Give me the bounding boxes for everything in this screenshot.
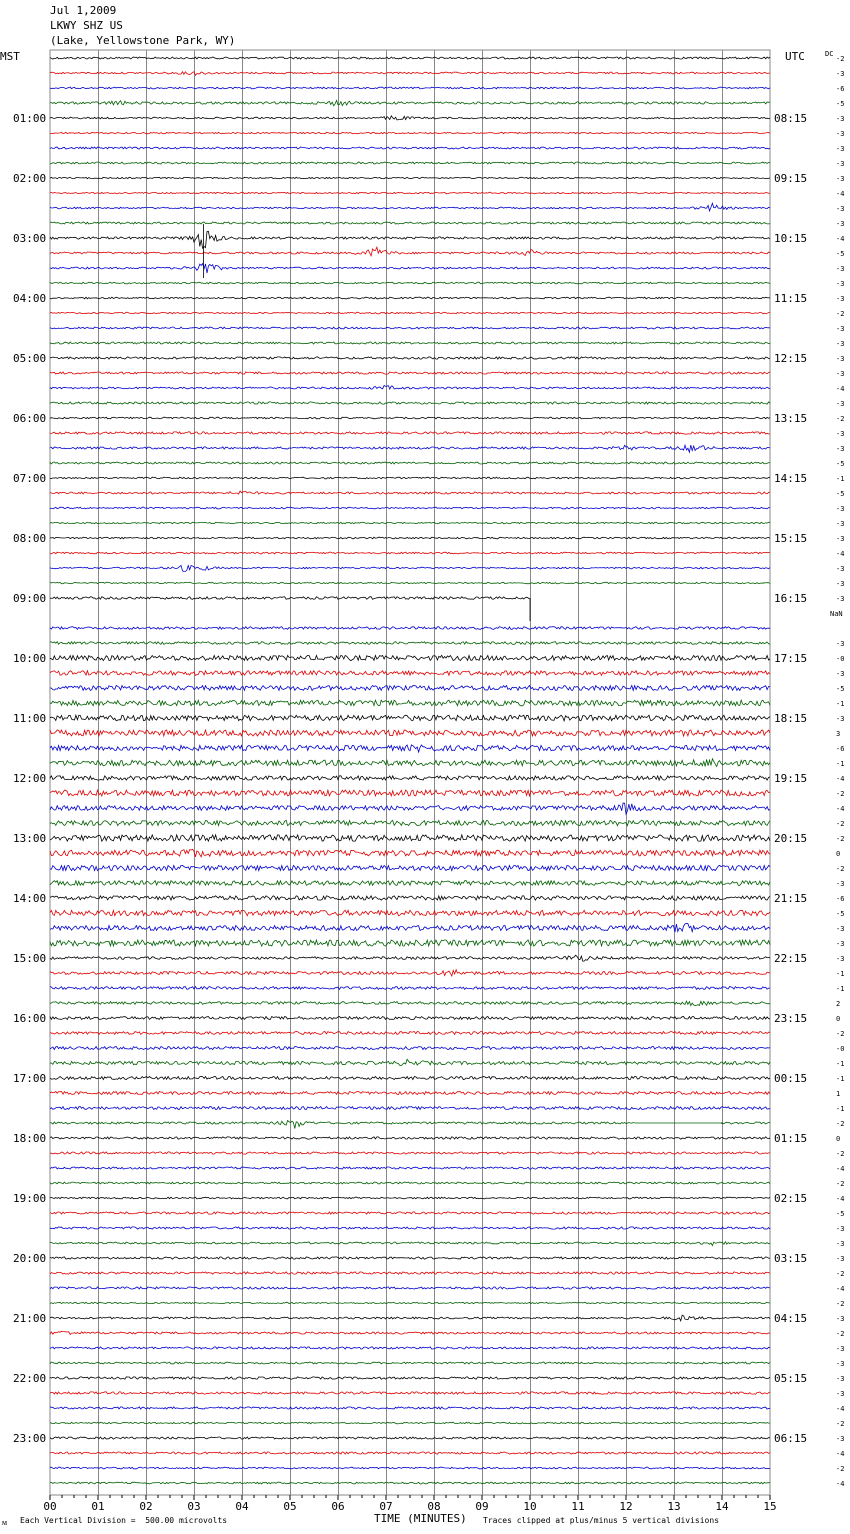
row-offset: -3 [836,1345,845,1353]
trace-row-81 [50,1272,770,1274]
row-offset: -3 [836,325,845,333]
trace-row-41 [50,671,770,676]
trace-row-25 [50,432,770,434]
row-offset: -0 [836,1045,845,1053]
right-hour-label: 09:15 [774,172,808,185]
row-offset: -3 [836,535,845,543]
row-offset: -2 [836,1300,845,1308]
x-tick-label: 12 [619,1500,633,1513]
row-offset: -2 [836,1120,845,1128]
row-offset: -4 [836,1450,845,1458]
right-hour-label: 20:15 [774,832,808,845]
trace-row-32 [50,537,770,539]
trace-row-18 [50,327,770,329]
minute-gridlines [50,50,770,1495]
trace-row-11 [50,222,770,224]
row-offset: -2 [836,820,845,828]
station-code: LKWY SHZ US [50,19,123,32]
row-offset: -6 [836,895,845,903]
trace-row-9 [50,192,770,193]
right-hour-label: 23:15 [774,1012,808,1025]
trace-row-90 [50,1407,770,1409]
row-offset: 3 [836,730,841,738]
trace-row-69 [50,1092,770,1095]
row-offset: -3 [836,505,845,513]
row-offset: -3 [836,565,845,573]
trace-row-68 [50,1077,770,1080]
row-offset: -3 [836,220,845,228]
row-offset: -2 [836,1330,845,1338]
row-offset: -6 [836,85,845,93]
left-hour-label: 17:00 [13,1072,47,1085]
x-tick-label: 03 [187,1500,201,1513]
right-hour-label: 10:15 [774,232,808,245]
trace-row-20 [50,357,770,359]
row-offset: -3 [836,340,845,348]
left-hour-label: 23:00 [13,1432,47,1445]
trace-row-70 [50,1107,770,1110]
row-offset: -1 [836,475,845,483]
trace-row-58 [50,923,770,932]
right-hour-label: 15:15 [774,532,808,545]
row-offset: -3 [836,265,845,273]
right-hour-label: 01:15 [774,1132,808,1145]
trace-row-84 [50,1315,770,1321]
right-timezone-label: UTC [785,50,805,63]
row-offset: -5 [836,490,845,498]
trace-row-57 [50,910,770,915]
x-tick-label: 05 [283,1500,297,1513]
row-offset: -3 [836,1255,845,1263]
trace-row-80 [50,1257,770,1259]
row-offset: -2 [836,55,845,63]
row-offset: -3 [836,280,845,288]
row-offset: -3 [836,115,845,123]
trace-row-22 [50,386,770,390]
trace-row-33 [50,552,770,554]
trace-row-2 [50,87,770,89]
row-offset: -3 [836,205,845,213]
trace-row-26 [50,445,770,452]
left-hour-label: 02:00 [13,172,47,185]
left-hour-label: 15:00 [13,952,47,965]
trace-row-27 [50,462,770,464]
trace-row-71 [50,1121,770,1129]
trace-row-94 [50,1467,770,1469]
row-offset: -3 [836,1240,845,1248]
trace-row-0 [50,57,770,59]
right-hour-label: 14:15 [774,472,808,485]
row-offset: -1 [836,1075,845,1083]
right-hour-label: 04:15 [774,1312,808,1325]
x-tick-label: 08 [427,1500,441,1513]
trace-row-63 [50,1001,770,1006]
left-hour-label: 03:00 [13,232,47,245]
trace-row-74 [50,1167,770,1169]
row-offset: -4 [836,550,845,558]
trace-row-65 [50,1032,770,1035]
row-offset: -2 [836,1180,845,1188]
trace-row-19 [50,342,770,344]
right-hour-label: 19:15 [774,772,808,785]
row-offset: -3 [836,130,845,138]
row-offset: -2 [836,310,845,318]
x-tick-label: 02 [139,1500,153,1513]
right-hour-label: 12:15 [774,352,808,365]
trace-row-6 [50,147,770,149]
right-hour-label: 16:15 [774,592,808,605]
trace-row-83 [50,1302,770,1303]
trace-row-38 [50,627,770,630]
scale-note: Each Vertical Division = 500.00 microvolts [20,1516,228,1525]
row-offset: -5 [836,460,845,468]
row-offset: -1 [836,1060,845,1068]
trace-row-5 [50,132,770,134]
trace-row-85 [50,1331,770,1334]
row-offset: -3 [836,1375,845,1383]
x-axis-label: TIME (MINUTES) [374,1512,467,1525]
right-hour-label: 11:15 [774,292,808,305]
row-offset: -3 [836,580,845,588]
row-offset: -3 [836,145,845,153]
trace-row-73 [50,1152,770,1154]
row-offset: -2 [836,1420,845,1428]
row-offset: -2 [836,1150,845,1158]
row-offset: -3 [836,355,845,363]
right-hour-label: 06:15 [774,1432,808,1445]
row-offset: -1 [836,1105,845,1113]
trace-row-16 [50,297,770,299]
left-hour-label: 18:00 [13,1132,47,1145]
trace-row-77 [50,1212,770,1214]
left-hour-label: 06:00 [13,412,47,425]
trace-row-95 [50,1482,770,1484]
trace-row-82 [50,1287,770,1289]
clip-note: Traces clipped at plus/minus 5 vertical divisions [483,1516,720,1525]
row-offset: -4 [836,1195,845,1203]
row-offset: -3 [836,640,845,648]
left-hour-label: 04:00 [13,292,47,305]
row-offset: -2 [836,1465,845,1473]
x-tick-label: 01 [91,1500,105,1513]
x-tick-label: 07 [379,1500,393,1513]
x-tick-label: 10 [523,1500,537,1513]
right-hour-label: 22:15 [774,952,808,965]
row-offset: -3 [836,445,845,453]
row-offset: -2 [836,865,845,873]
row-offset: -3 [836,400,845,408]
trace-row-36 [50,597,530,600]
trace-row-51 [50,820,770,825]
row-offset: -2 [836,835,845,843]
trace-row-64 [50,1017,770,1020]
trace-row-35 [50,582,770,584]
row-offset: -4 [836,1165,845,1173]
trace-row-1 [50,72,770,76]
left-hour-label: 22:00 [13,1372,47,1385]
right-hour-label: 05:15 [774,1372,808,1385]
trace-row-78 [50,1227,770,1229]
trace-row-88 [50,1377,770,1379]
row-offset: -3 [836,1390,845,1398]
trace-row-66 [50,1047,770,1050]
row-offset: -0 [836,655,845,663]
row-offset: -5 [836,1210,845,1218]
trace-row-55 [50,881,770,886]
left-hour-label: 19:00 [13,1192,47,1205]
trace-row-15 [50,282,770,284]
trace-row-67 [50,1059,770,1065]
right-hour-label: 21:15 [774,892,808,905]
right-hour-label: 03:15 [774,1252,808,1265]
trace-row-48 [50,776,770,780]
trace-row-14 [50,264,770,274]
left-hour-label: 08:00 [13,532,47,545]
trace-row-79 [50,1242,770,1246]
trace-row-28 [50,477,770,479]
x-tick-label: 09 [475,1500,489,1513]
trace-row-91 [50,1422,770,1424]
trace-row-3 [50,100,770,105]
trace-row-21 [50,372,770,374]
right-hour-label: 00:15 [774,1072,808,1085]
x-tick-label: 13 [667,1500,681,1513]
trace-row-49 [50,790,770,796]
row-offset: -4 [836,385,845,393]
x-tick-label: 00 [43,1500,57,1513]
trace-row-12 [50,231,770,248]
right-hour-label: 18:15 [774,712,808,725]
trace-row-23 [50,402,770,404]
left-hour-label: 21:00 [13,1312,47,1325]
plot-frame [50,50,770,1495]
trace-row-89 [50,1392,770,1394]
x-tick-label: 04 [235,1500,249,1513]
trace-row-46 [50,745,770,752]
left-hour-label: 20:00 [13,1252,47,1265]
trace-row-61 [50,970,770,976]
row-offset: -3 [836,520,845,528]
row-offset: -2 [836,1270,845,1278]
nan-label: NaN [830,610,843,618]
trace-row-29 [50,491,770,494]
row-offset: 1 [836,1090,841,1098]
row-offset: -2 [836,415,845,423]
row-offset: -5 [836,910,845,918]
trace-row-43 [50,700,770,706]
trace-row-56 [50,896,770,900]
x-tick-label: 11 [571,1500,585,1513]
left-hour-label: 16:00 [13,1012,47,1025]
row-offset: 0 [836,850,841,858]
row-offset: -5 [836,685,845,693]
right-hour-label: 08:15 [774,112,808,125]
row-offset: -3 [836,595,845,603]
row-offset: -2 [836,790,845,798]
left-hour-label: 13:00 [13,832,47,845]
trace-row-76 [50,1197,770,1199]
row-offset: 0 [836,1015,841,1023]
trace-row-47 [50,759,770,767]
row-offset: -3 [836,940,845,948]
row-offset: -4 [836,775,845,783]
trace-row-92 [50,1437,770,1439]
trace-row-72 [50,1137,770,1139]
trace-row-44 [50,715,770,721]
trace-row-7 [50,162,770,164]
row-offset: -3 [836,1360,845,1368]
trace-row-8 [50,177,770,178]
row-offset: -1 [836,970,845,978]
row-offset: -3 [836,1225,845,1233]
trace-row-54 [50,865,770,870]
row-offset: -1 [836,700,845,708]
row-offset: -3 [836,370,845,378]
left-hour-label: 10:00 [13,652,47,665]
x-tick-label: 14 [715,1500,729,1513]
right-hour-label: 17:15 [774,652,808,665]
trace-row-13 [50,247,770,256]
trace-row-86 [50,1347,770,1349]
row-offset: -1 [836,985,845,993]
trace-row-45 [50,730,770,736]
trace-row-42 [50,686,770,691]
left-hour-label: 01:00 [13,112,47,125]
trace-row-59 [50,940,770,946]
left-hour-label: 11:00 [13,712,47,725]
row-offset: -3 [836,175,845,183]
chart-date: Jul 1,2009 [50,4,117,17]
row-offset: -3 [836,1315,845,1323]
trace-row-34 [50,565,770,571]
right-hour-label: 02:15 [774,1192,808,1205]
row-offset: -4 [836,190,845,198]
row-offset: -4 [836,1285,845,1293]
left-hour-label: 14:00 [13,892,47,905]
left-hour-label: 05:00 [13,352,47,365]
row-offset: -4 [836,805,845,813]
seismic-traces [50,57,770,1484]
row-offset: -3 [836,880,845,888]
trace-row-40 [50,655,770,660]
row-offset: -5 [836,250,845,258]
trace-row-39 [50,642,770,645]
left-hour-label: 09:00 [13,592,47,605]
trace-row-50 [50,803,770,814]
row-offset: -4 [836,235,845,243]
axis-labels [13,50,844,1513]
dc-label: DC [825,50,834,58]
right-hour-label: 13:15 [774,412,808,425]
trace-row-87 [50,1362,770,1364]
trace-row-31 [50,522,770,523]
row-offset: 2 [836,1000,841,1008]
row-offset: -5 [836,100,845,108]
trace-row-24 [50,417,770,419]
row-offset: -4 [836,1480,845,1488]
row-offset: -3 [836,925,845,933]
row-offset: -1 [836,760,845,768]
trace-row-4 [50,116,770,120]
trace-row-53 [50,849,770,857]
row-offset: -3 [836,670,845,678]
row-offset: -3 [836,160,845,168]
station-location: (Lake, Yellowstone Park, WY) [50,34,236,47]
left-hour-label: 07:00 [13,472,47,485]
trace-row-52 [50,835,770,841]
row-offset: -3 [836,70,845,78]
row-offset: -3 [836,955,845,963]
left-timezone-label: MST [0,50,20,63]
trace-row-10 [50,203,770,211]
row-offset: 0 [836,1135,841,1143]
trace-row-75 [50,1182,770,1184]
footer-mark: ᴍ [2,1518,8,1527]
row-offset: -3 [836,430,845,438]
trace-row-62 [50,987,770,990]
row-offset: -3 [836,1435,845,1443]
row-offset: -3 [836,295,845,303]
trace-row-17 [50,312,770,314]
row-offset: -2 [836,1030,845,1038]
trace-row-93 [50,1452,770,1454]
left-hour-label: 12:00 [13,772,47,785]
row-offset: -6 [836,745,845,753]
row-offset: -4 [836,1405,845,1413]
trace-row-30 [50,507,770,509]
trace-row-60 [50,955,770,961]
x-tick-label: 06 [331,1500,345,1513]
row-offset: -3 [836,715,845,723]
x-tick-label: 15 [763,1500,777,1513]
